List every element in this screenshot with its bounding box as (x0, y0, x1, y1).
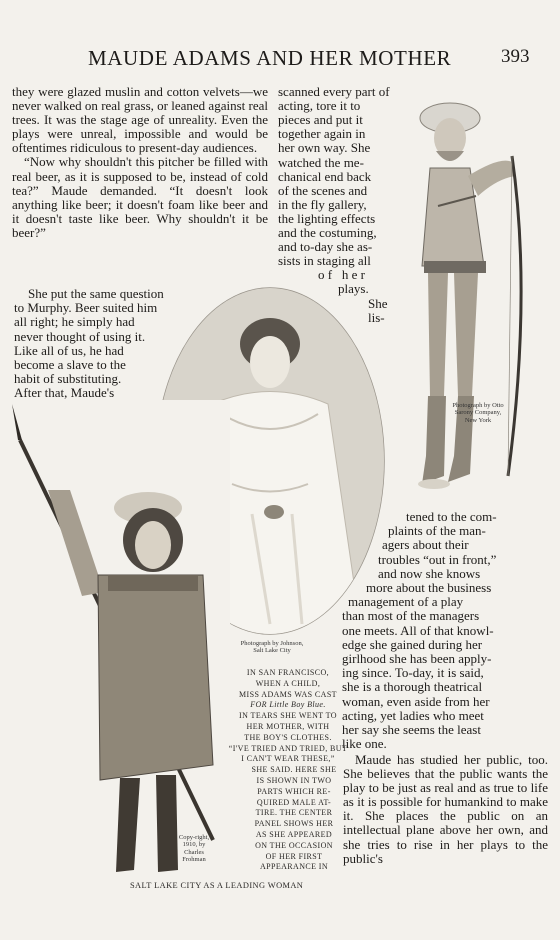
text-line: in the fly gallery, (278, 196, 367, 212)
text-line: o f h e r (318, 267, 365, 283)
text-line: plays. (338, 281, 369, 297)
text-line: ing since. To-day, it is said, (342, 665, 484, 681)
text-line: sists in staging all (278, 253, 371, 269)
text-line: She (368, 295, 388, 311)
text-line: management of a play (348, 594, 464, 610)
caption-line: ON THE OCCASION (255, 840, 333, 850)
caption-line: “I'VE TRIED AND TRIED, BUT (228, 743, 348, 753)
caption-line: WHEN A CHILD, (255, 678, 321, 688)
photo-credit-left: Copy-right, 1910, by Charles Frohman (178, 834, 210, 864)
text-line: all right; he simply had (14, 314, 135, 330)
paragraph-2: “Now why shouldn't this pitcher be filled with real beer, as it is supposed to be, instead of cold tea?” Maude demanded. “It doesn't look anything like beer; it doesn't foam like beer and it doesn't taste like beer. Why shouldn't it be beer?” (12, 154, 268, 240)
text-line: watched the me- (278, 154, 364, 170)
text-line: acting, tore it to (278, 98, 361, 114)
caption-line: THE BOY'S CLOTHES. (244, 732, 332, 742)
page-header (0, 46, 560, 74)
text-line: the lighting effects (278, 210, 376, 226)
text-line: After that, Maude's (14, 385, 115, 401)
caption-line: QUIRED MALE AT- (256, 797, 332, 807)
caption-line: FOR Little Boy Blue. (250, 700, 326, 710)
caption-line: IN SAN FRANCISCO, (246, 668, 330, 677)
paragraph-1: they were glazed muslin and cotton velvets—we never walked on real grass, or leaned against real trees. It was the stage age of unreality. Even the plays were unreal, impossible and would be oftentimes ridiculous to present-day audiences. (12, 84, 268, 156)
text-line: more about the business (366, 580, 492, 595)
text-line: troubles “out in front,” (378, 551, 497, 567)
caption-line: I CAN'T WEAR THESE,” (241, 754, 335, 764)
text-line: acting, yet ladies who meet (342, 707, 484, 723)
photo-hunter-costume (400, 96, 530, 496)
left-column-top (12, 85, 268, 240)
text-line: like one. (342, 736, 387, 752)
text-line: and the costuming, (278, 225, 377, 240)
text-line: her own way. She (278, 140, 371, 156)
photo-credit-right: Photograph by Otto Sarony Company, New York (452, 402, 504, 424)
text-line: together again in (278, 126, 366, 142)
page-number: 393 (501, 46, 530, 67)
photo-boy-costume-spear (8, 400, 230, 892)
running-title: MAUDE ADAMS AND HER MOTHER (88, 46, 452, 70)
caption-line: TIRE. THE CENTER (255, 808, 333, 818)
text-line: Like all of us, he had (14, 342, 124, 358)
text-line: and to-day she as- (278, 239, 373, 255)
text-line: never thought of using it. (14, 328, 146, 344)
text-line: scanned every part of (278, 84, 390, 99)
caption-line: PARTS WHICH RE- (257, 786, 331, 796)
text-line: she is a thorough theatrical (342, 679, 483, 695)
text-line: woman, even aside from her (342, 693, 490, 709)
caption-line: OF HER FIRST (265, 851, 323, 861)
text-line: agers about their (382, 537, 469, 553)
right-column-last (343, 753, 548, 866)
caption-line: HER MOTHER, WITH (246, 722, 330, 731)
text-line: and now she knows (378, 565, 481, 581)
text-line: to Murphy. Beer suited him (14, 300, 158, 316)
text-line: tened to the com- (406, 509, 497, 524)
text-line: lis- (368, 309, 385, 325)
text-line: than most of the managers (342, 608, 480, 624)
text-line: pieces and put it (278, 112, 363, 128)
caption-line: IS SHOWN IN TWO (256, 776, 332, 785)
text-line: She put the same question (28, 286, 164, 301)
photo-credit-center: Photograph by Johnson, Salt Lake City (240, 640, 304, 655)
text-line: edge she gained during her (342, 636, 483, 652)
caption-line: APPEARANCE IN (259, 862, 329, 872)
caption-line: IN TEARS SHE WENT TO (239, 711, 337, 721)
text-line: habit of substituting. (14, 371, 122, 387)
text-line: her say she seems the least (342, 722, 481, 737)
text-line: one meets. All of that knowl- (342, 622, 494, 638)
text-line: of the scenes and (278, 182, 368, 198)
text-line: chanical end back (278, 168, 372, 184)
caption-line: PANEL SHOWS HER (254, 819, 334, 829)
caption-line: MISS ADAMS WAS CAST (239, 689, 337, 699)
text-line: become a slave to the (14, 357, 126, 372)
caption-line: SHE SAID. HERE SHE (251, 765, 337, 775)
caption-bottom-line: SALT LAKE CITY AS A LEADING WOMAN (130, 881, 304, 890)
text-line: plaints of the man- (388, 523, 486, 539)
caption-line: AS SHE APPEARED (255, 830, 333, 839)
text-line: girlhood she has been apply- (342, 651, 492, 666)
paragraph-maude-public: Maude has studied her public, too. She believes that the public wants the play to be just as real and as true to life as it is possible for humankind to make it. She places the public on an intellectual plane above her own, and she tries to rise in her plays to the public's (343, 752, 548, 866)
